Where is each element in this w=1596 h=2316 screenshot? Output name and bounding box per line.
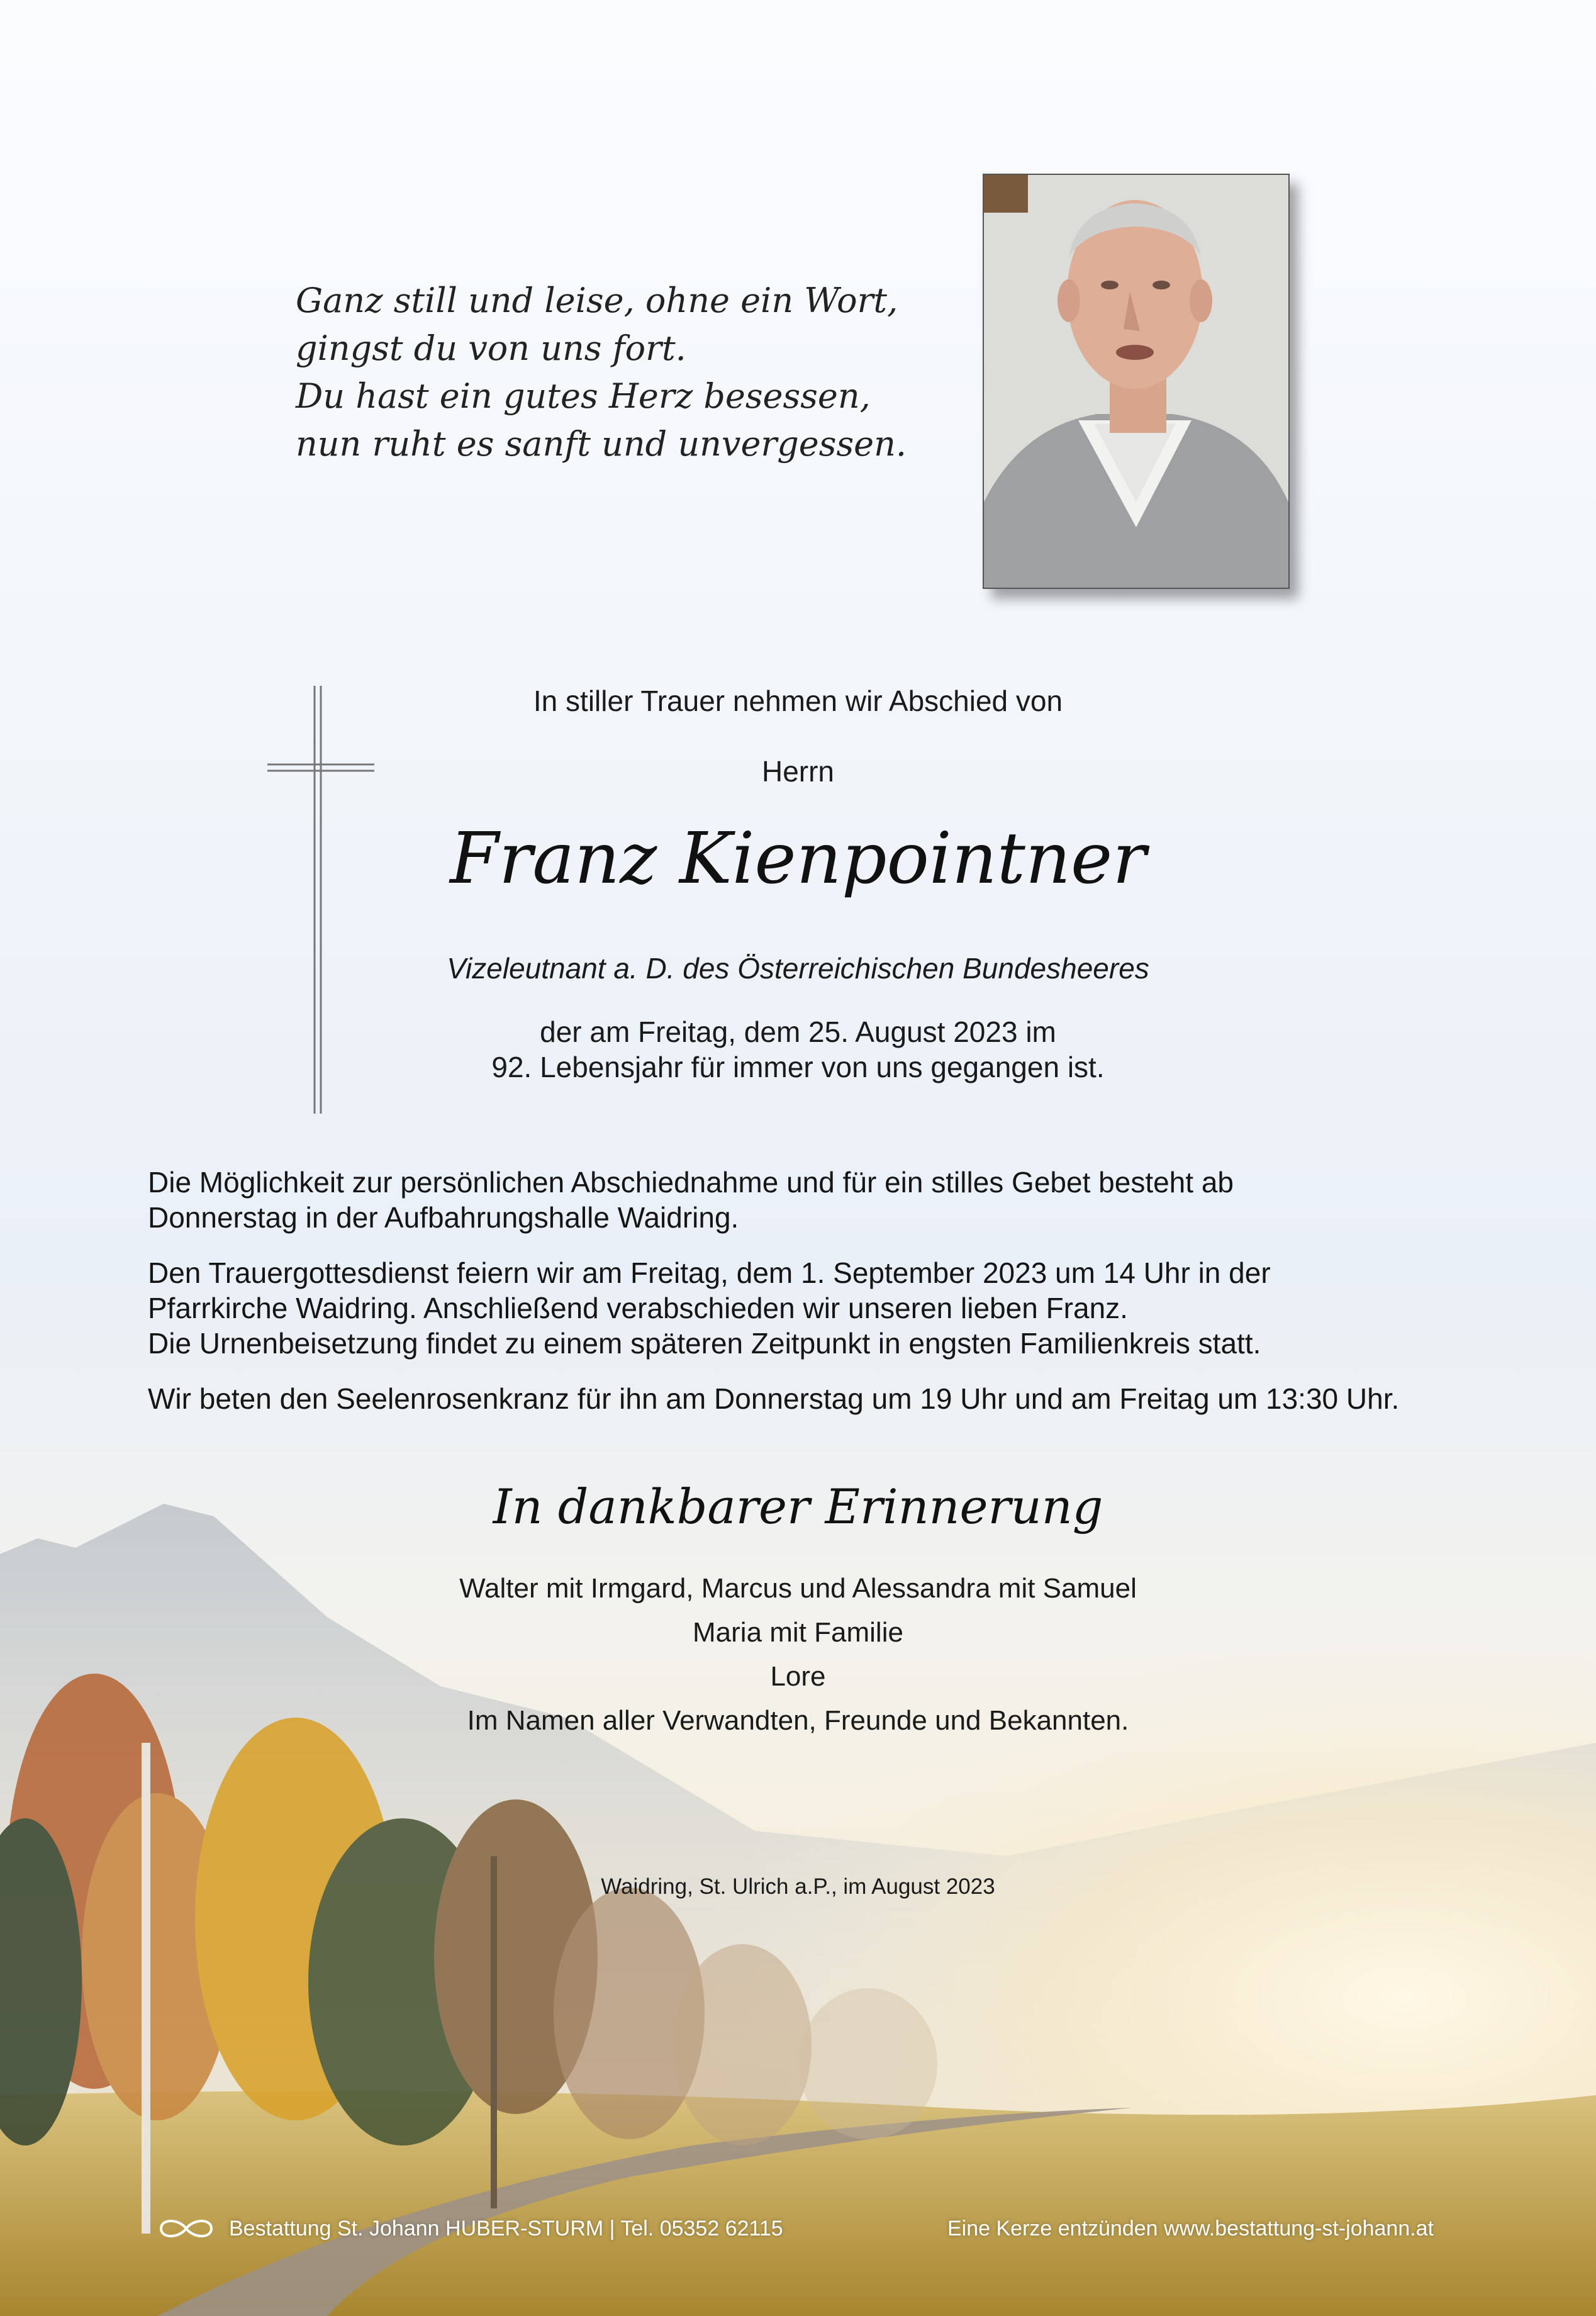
text-line: Donnerstag in der Aufbahrungshalle Waidring. [148, 1201, 739, 1234]
rosary-info [148, 1381, 1469, 1416]
deceased-name: Franz Kienpointner [450, 818, 1146, 900]
text-line: Die Möglichkeit zur persönlichen Abschiednahme und für ein stilles Gebet besteht ab [148, 1166, 1234, 1199]
mourner-line: Lore [770, 1661, 826, 1692]
text-line: Pfarrkirche Waidring. Anschließend verabschieden wir unseren lieben Franz. [148, 1292, 1128, 1324]
farewell-info [148, 1165, 1469, 1235]
mourners-list [0, 1567, 1596, 1743]
poem-line: nun ruht es sanft und unvergessen. [296, 424, 907, 464]
text-line: Den Trauergottesdienst feiern wir am Freitag, dem 1. September 2023 um 14 Uhr in der [148, 1256, 1271, 1289]
service-info [148, 1255, 1469, 1361]
death-notice [0, 1014, 1596, 1085]
memory-heading: In dankbarer Erinnerung [493, 1479, 1103, 1535]
salutation: Herrn [761, 755, 835, 788]
death-line: 92. Lebensjahr für immer von uns gegangen ist. [491, 1051, 1105, 1083]
portrait-photo [983, 174, 1290, 589]
poem-line: Du hast ein gutes Herz besessen, [296, 376, 871, 416]
mourner-line: Im Namen aller Verwandten, Freunde und Bekannten. [467, 1705, 1129, 1736]
death-line: der am Freitag, dem 25. August 2023 im [540, 1015, 1056, 1048]
footer-left-text: Bestattung St. Johann HUBER-STURM | Tel. 05352 62115 [229, 2217, 783, 2240]
place-date: Waidring, St. Ulrich a.P., im August 2023 [601, 1874, 995, 1899]
poem-line: Ganz still und leise, ohne ein Wort, [296, 281, 898, 320]
footer-funeral-home [151, 2215, 783, 2242]
mourner-line: Walter mit Irmgard, Marcus und Alessandra mit Samuel [459, 1573, 1137, 1604]
infinity-icon [151, 2216, 221, 2241]
poem [296, 277, 925, 468]
intro-text: In stiller Trauer nehmen wir Abschied von [533, 685, 1063, 717]
deceased-rank: Vizeleutnant a. D. des Österreichischen Bundesheeres [447, 952, 1149, 985]
text-line: Wir beten den Seelenrosenkranz für ihn am Donnerstag um 19 Uhr und am Freitag um 13:30 Uhr. [148, 1382, 1400, 1415]
footer-candle-link[interactable]: Eine Kerze entzünden www.bestattung-st-johann.at [947, 2217, 1434, 2240]
mourner-line: Maria mit Familie [693, 1617, 903, 1648]
poem-line: gingst du von uns fort. [296, 328, 686, 368]
text-line: Die Urnenbeisetzung findet zu einem späteren Zeitpunkt in engsten Familienkreis statt. [148, 1327, 1261, 1360]
